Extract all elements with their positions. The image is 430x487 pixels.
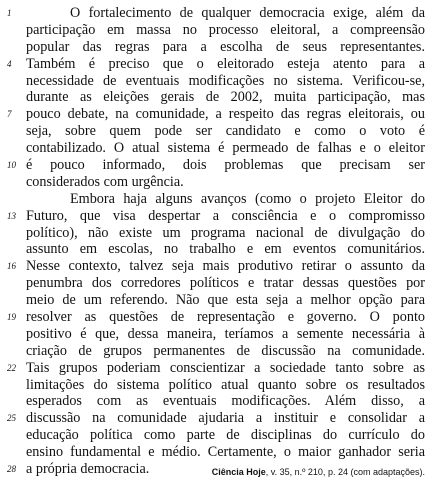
text-line	[0, 73, 430, 90]
text-line	[0, 225, 430, 242]
line-text: a própria democracia.	[26, 461, 150, 478]
line-text: esperados com as eventuais modificações. Além disso, a	[26, 393, 425, 410]
line-text: educação política como parte de disciplinas do currículo do	[26, 427, 425, 444]
line-number: 28	[7, 464, 16, 475]
text-line	[0, 444, 430, 461]
text-line	[0, 56, 430, 73]
line-number: 19	[7, 312, 16, 323]
text-line	[0, 174, 430, 191]
text-line	[0, 157, 430, 174]
text-line	[0, 393, 430, 410]
line-text: ensino fundamental e médio. Certamente, o maior ganhador seria	[26, 444, 425, 461]
line-text: assunto em escolas, no trabalho e em eventos comunitários.	[26, 241, 425, 258]
text-line	[0, 275, 430, 292]
source-citation	[212, 467, 425, 477]
text-line	[0, 39, 430, 56]
text-line	[0, 258, 430, 275]
text-line	[0, 326, 430, 343]
text-line	[0, 410, 430, 427]
text-line	[0, 22, 430, 39]
text-line	[0, 241, 430, 258]
line-text: meio de um referendo. Não que esta seja a melhor opção para	[26, 292, 425, 309]
text-line	[0, 123, 430, 140]
text-line	[0, 208, 430, 225]
line-number: 16	[7, 261, 16, 272]
line-text: seja, sobre quem pode ser candidato e como o voto é	[26, 123, 425, 140]
text-line	[0, 106, 430, 123]
text-line	[0, 191, 430, 208]
line-text: O fortalecimento de qualquer democracia exige, além da	[70, 5, 425, 21]
line-number: 25	[7, 413, 16, 424]
text-line	[0, 89, 430, 106]
line-text: Também é preciso que o eleitorado esteja atento para a	[26, 55, 425, 72]
text-line	[0, 5, 430, 22]
line-text: participação em massa no processo eleitoral, a compreensão	[26, 21, 425, 38]
text-line	[0, 427, 430, 444]
line-text: penumbra dos corredores políticos e tratar dessas questões por	[26, 275, 425, 292]
line-text: considerados com urgência.	[26, 173, 184, 190]
line-number: 22	[7, 362, 16, 373]
line-text: positivo é que, dessa maneira, teríamos a semente necessária à	[26, 325, 425, 342]
source-details: , v. 35, n.º 210, p. 24 (com adaptações).	[265, 467, 425, 477]
line-text: contabilizado. O atual sistema é permeado de falhas e o eleitor	[26, 140, 425, 157]
text-line	[0, 292, 430, 309]
text-line	[0, 360, 430, 377]
line-text: Embora haja alguns avanços (como o projeto Eleitor do	[70, 190, 425, 207]
line-number: 10	[7, 160, 16, 171]
text-line	[0, 343, 430, 360]
line-text: criação de grupos permanentes de discussão na comunidade.	[26, 342, 425, 359]
line-number: 4	[7, 58, 12, 69]
line-number: 7	[7, 109, 12, 120]
line-number: 13	[7, 210, 16, 221]
source-title: Ciência Hoje	[211, 467, 266, 477]
line-text: é pouco informado, dois problemas que precisam ser	[26, 157, 425, 174]
line-text: Nesse contexto, talvez seja mais produtivo retirar o assunto da	[26, 258, 425, 275]
line-text: resolver as questões de representação e governo. O ponto	[26, 309, 425, 326]
text-line	[0, 309, 430, 326]
line-text: Tais grupos poderiam conscientizar a sociedade tanto sobre as	[26, 359, 425, 376]
line-text: pouco debate, na comunidade, a respeito das regras eleitorais, ou	[26, 106, 425, 123]
article-body	[0, 5, 430, 478]
line-text: limitações do sistema político atual quanto sobre os resultados	[26, 376, 425, 393]
line-text: popular das regras para a escolha de seus representantes.	[26, 38, 425, 55]
line-number: 1	[7, 8, 12, 18]
line-text: político), não existe um programa nacional de divulgação do	[26, 224, 425, 241]
line-text: discussão na comunidade ajudaria a instituir e consolidar a	[26, 410, 425, 427]
line-text: necessidade de eventuais modificações no sistema. Verificou-se,	[26, 72, 425, 89]
text-line	[0, 377, 430, 394]
line-text: durante as eleições gerais de 2002, muita participação, mas	[26, 89, 425, 106]
text-line	[0, 140, 430, 157]
line-text: Futuro, que visa despertar a consciência e o compromisso	[26, 207, 425, 224]
